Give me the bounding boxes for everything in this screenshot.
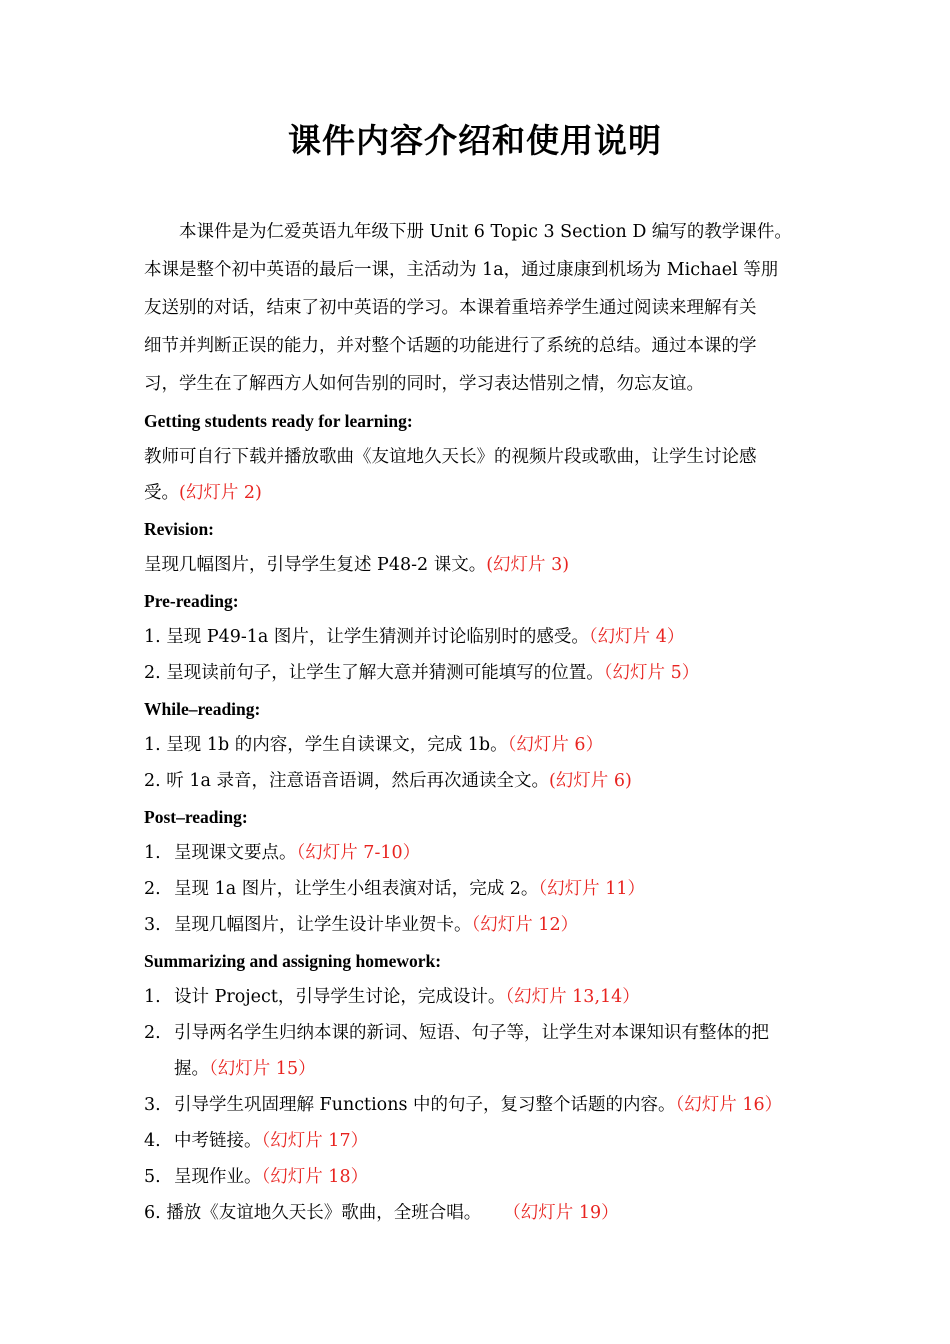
item-text: 呈现课文要点。	[174, 843, 297, 863]
item-text: 1. 呈现 P49-1a 图片，让学生猜测并讨论临别时的感受。	[144, 627, 589, 647]
item-text: 2. 呈现读前句子，让学生了解大意并猜测可能填写的位置。	[144, 663, 604, 683]
item-text: 呈现作业。	[174, 1167, 262, 1187]
page-title: 课件内容介绍和使用说明	[288, 121, 662, 160]
item-number: 4.	[144, 1131, 161, 1151]
intro-line: 本课是整个初中英语的最后一课，主活动为 1a，通过康康到机场为 Michael 等朋	[144, 260, 779, 280]
getting-ready-text: 受。	[144, 483, 179, 503]
item-text: 引导学生巩固理解 Functions 中的句子，复习整个话题的内容。	[174, 1095, 676, 1115]
slide-ref: （幻灯片 5）	[603, 663, 700, 683]
item-number: 3.	[144, 915, 161, 935]
item-number: 2.	[144, 879, 161, 899]
summarizing-item	[144, 979, 808, 1015]
section-heading-summarizing: Summarizing and assigning homework:	[144, 951, 442, 971]
section-heading-pre-reading: Pre-reading:	[144, 591, 239, 611]
item-text: 设计 Project，引导学生讨论，完成设计。	[174, 987, 506, 1007]
slide-ref: （幻灯片 6）	[507, 735, 604, 755]
slide-ref: (幻灯片 6)	[548, 771, 632, 791]
pre-reading-item	[144, 619, 808, 655]
intro-line: 细节并判断正误的能力，并对整个话题的功能进行了系统的总结。通过本课的学	[144, 336, 757, 356]
post-reading-item	[144, 907, 808, 943]
pre-reading-item	[144, 655, 808, 691]
item-number: 1.	[144, 843, 161, 863]
section-heading-getting-ready: Getting students ready for learning:	[144, 411, 413, 431]
intro-line: 友送别的对话，结束了初中英语的学习。本课着重培养学生通过阅读来理解有关	[144, 298, 757, 318]
item-text: 引导两名学生归纳本课的新词、短语、句子等，让学生对本课知识有整体的把	[174, 1023, 769, 1043]
summarizing-item	[144, 1123, 808, 1159]
slide-ref: (幻灯片 3)	[486, 555, 570, 575]
summarizing-item	[144, 1015, 808, 1087]
section-heading-while-reading: While–reading:	[144, 699, 261, 719]
getting-ready-line	[144, 475, 808, 511]
slide-ref: （幻灯片 19）	[503, 1203, 619, 1223]
summarizing-item	[144, 1087, 808, 1123]
slide-ref: （幻灯片 17）	[261, 1131, 369, 1151]
item-text: 6. 播放《友谊地久天长》歌曲，全班合唱。	[144, 1203, 482, 1223]
section-heading-post-reading: Post–reading:	[144, 807, 248, 827]
document-body	[144, 213, 808, 1231]
slide-ref: （幻灯片 7-10）	[296, 843, 421, 863]
slide-ref: (幻灯片 2)	[179, 483, 262, 503]
intro-line: 本课件是为仁爱英语九年级下册 Unit 6 Topic 3 Section D 编写的教学课件。	[179, 222, 792, 242]
item-number: 5.	[144, 1167, 161, 1187]
item-number: 1.	[144, 987, 161, 1007]
item-number: 3.	[144, 1095, 161, 1115]
slide-ref: （幻灯片 15）	[209, 1059, 316, 1079]
slide-ref: （幻灯片 11）	[538, 879, 645, 899]
item-text: 呈现 1a 图片，让学生小组表演对话，完成 2。	[174, 879, 539, 899]
revision-text: 呈现几幅图片，引导学生复述 P48-2 课文。	[144, 555, 487, 575]
item-text: 握。	[174, 1059, 209, 1079]
post-reading-item	[144, 835, 808, 871]
intro-line: 习，学生在了解西方人如何告别的同时，学习表达惜别之情，勿忘友谊。	[144, 374, 704, 394]
slide-ref: （幻灯片 12）	[471, 915, 579, 935]
item-text: 2. 听 1a 录音，注意语音语调，然后再次通读全文。	[144, 771, 549, 791]
item-number: 2.	[144, 1023, 161, 1043]
slide-ref: （幻灯片 16）	[675, 1095, 783, 1115]
intro-paragraph	[144, 213, 808, 403]
while-reading-item	[144, 727, 808, 763]
while-reading-item	[144, 763, 808, 799]
revision-line	[144, 547, 808, 583]
item-text: 1. 呈现 1b 的内容，学生自读课文，完成 1b。	[144, 735, 508, 755]
summarizing-item	[144, 1195, 808, 1231]
slide-ref: （幻灯片 4）	[588, 627, 685, 647]
section-heading-revision: Revision:	[144, 519, 214, 539]
slide-ref: （幻灯片 13,14）	[505, 987, 640, 1007]
post-reading-item	[144, 871, 808, 907]
getting-ready-line: 教师可自行下载并播放歌曲《友谊地久天长》的视频片段或歌曲，让学生讨论感	[144, 447, 757, 467]
summarizing-item	[144, 1159, 808, 1195]
slide-ref: （幻灯片 18）	[261, 1167, 369, 1187]
item-text: 呈现几幅图片，让学生设计毕业贺卡。	[174, 915, 472, 935]
item-text: 中考链接。	[174, 1131, 262, 1151]
